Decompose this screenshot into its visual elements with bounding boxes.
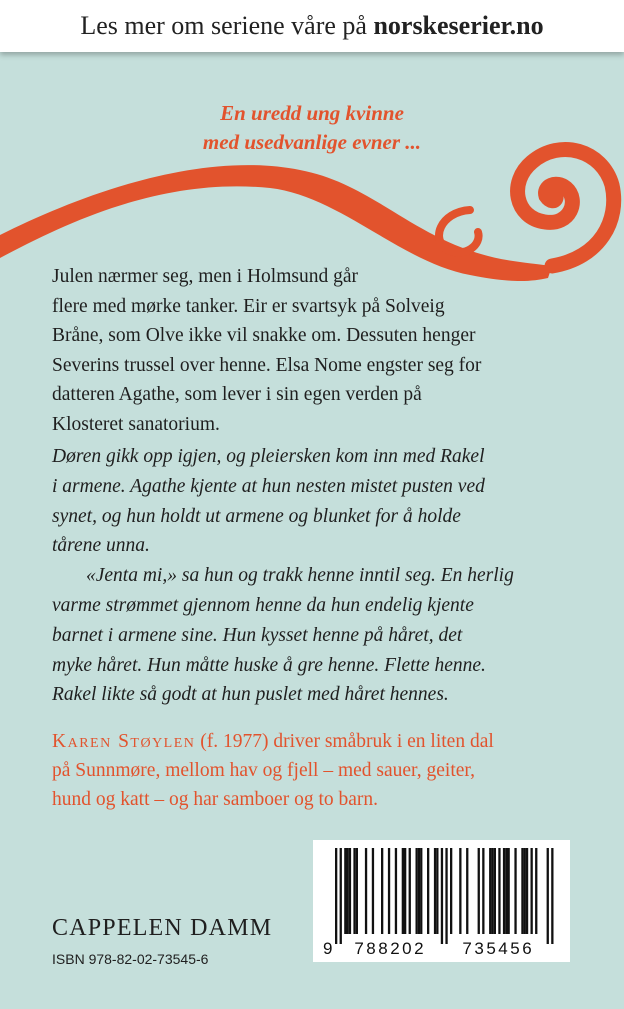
barcode-bar xyxy=(445,848,447,944)
barcode-bars xyxy=(313,840,570,962)
barcode-bar xyxy=(535,848,537,934)
excerpt xyxy=(52,442,592,710)
description-line: Klosteret sanatorium. xyxy=(52,413,220,435)
barcode-bar xyxy=(547,848,549,944)
excerpt-line: varme strømmet gjennom henne da hun endelig kjente xyxy=(52,594,474,616)
excerpt-line: Døren gikk opp igjen, og pleiersken kom inn med Rakel xyxy=(52,446,485,467)
barcode-bar xyxy=(491,848,493,934)
barcode-bar xyxy=(505,848,507,934)
barcode-bar xyxy=(381,848,383,934)
barcode-bar xyxy=(402,848,404,934)
barcode-bar xyxy=(395,848,397,934)
barcode-bar xyxy=(420,848,422,934)
publisher-logo: CAPPELEN DAMM xyxy=(52,915,273,941)
barcode-bar xyxy=(494,848,496,934)
barcode-bar xyxy=(434,848,436,934)
author-bio-line-3: hund og katt – og har samboer og to barn. xyxy=(52,789,379,810)
barcode-bar xyxy=(427,848,429,934)
excerpt-line: synet, og hun holdt ut armene og blunket for å holde xyxy=(52,505,461,527)
barcode-bar xyxy=(349,848,351,934)
barcode-bar xyxy=(498,848,500,934)
excerpt-line: barnet i armene sine. Hun kysset henne på håret, det xyxy=(52,624,463,646)
excerpt-line: i armene. Agathe kjente at hun nesten mistet pusten ved xyxy=(52,475,485,497)
barcode-bar xyxy=(503,848,505,934)
author-bio-line-2: på Sunnmøre, mellom hav og fjell – med sauer, geiter, xyxy=(52,760,475,781)
barcode-bar xyxy=(436,848,438,934)
description-line: Bråne, som Olve ikke vil snakke om. Dessuten henger xyxy=(52,325,476,346)
barcode-digits: 788202 xyxy=(354,939,427,958)
barcode-bar xyxy=(404,848,406,934)
barcode xyxy=(313,840,570,962)
barcode-bar xyxy=(478,848,480,934)
barcode-bar xyxy=(441,848,443,944)
excerpt-line: tårene unna. xyxy=(52,535,150,557)
excerpt-line: myke håret. Hun måtte huske å gre henne. Flette henne. xyxy=(52,654,486,676)
barcode-bar xyxy=(365,848,367,934)
banner-lead: Les mer om seriene våre på xyxy=(80,11,374,40)
barcode-bar xyxy=(353,848,355,934)
author-bio-line-1 xyxy=(52,727,592,756)
barcode-bar xyxy=(418,848,420,934)
barcode-bar xyxy=(356,848,358,934)
excerpt-line: «Jenta mi,» sa hun og trakk henne inntil seg. En herlig xyxy=(86,565,514,587)
description-line: Severins trussel over henne. Elsa Nome engster seg for xyxy=(52,354,482,376)
tagline-line-1: En uredd ung kvinne xyxy=(220,101,404,125)
barcode-bar xyxy=(372,848,374,934)
description-line: datteren Agathe, som lever i sin egen verden på xyxy=(52,384,422,405)
barcode-bar xyxy=(508,848,510,934)
barcode-bar xyxy=(409,848,411,934)
isbn: ISBN 978-82-02-73545-6 xyxy=(52,951,209,967)
barcode-bar xyxy=(514,848,516,934)
barcode-bar xyxy=(526,848,528,934)
barcode-bar xyxy=(335,848,337,944)
description-line: flere med mørke tanker. Eir er svartsyk på Solveig xyxy=(52,295,445,317)
barcode-bar xyxy=(388,848,390,934)
barcode-bar xyxy=(521,848,523,934)
series-banner xyxy=(0,0,624,52)
barcode-digits: 9 xyxy=(323,939,335,958)
barcode-bar xyxy=(466,848,468,934)
barcode-bar xyxy=(551,848,553,944)
barcode-bar xyxy=(340,848,342,944)
barcode-bar xyxy=(347,848,349,934)
barcode-bar xyxy=(489,848,491,934)
barcode-bar xyxy=(344,848,346,934)
author-name: Karen Støylen xyxy=(52,731,196,752)
barcode-bar xyxy=(459,848,461,934)
author-bio xyxy=(52,727,592,814)
description-line: Julen nærmer seg, men i Holmsund går xyxy=(52,266,358,287)
excerpt-paragraph-2 xyxy=(52,561,592,710)
barcode-bar xyxy=(450,848,452,934)
barcode-bar xyxy=(531,848,533,934)
banner-text xyxy=(80,11,543,40)
barcode-bar xyxy=(524,848,526,934)
excerpt-line: Rakel likte så godt at hun puslet med håret hennes. xyxy=(52,684,449,706)
excerpt-paragraph-1 xyxy=(52,442,592,561)
description xyxy=(52,262,592,439)
tagline-line-2: med usedvanlige evner ... xyxy=(202,130,422,154)
barcode-bar xyxy=(416,848,418,934)
banner-site[interactable]: norskeserier.no xyxy=(373,11,544,40)
barcode-bar xyxy=(482,848,484,934)
barcode-digits: 735456 xyxy=(462,939,535,958)
author-bio-text: (f. 1977) driver småbruk i en liten dal xyxy=(195,731,494,752)
